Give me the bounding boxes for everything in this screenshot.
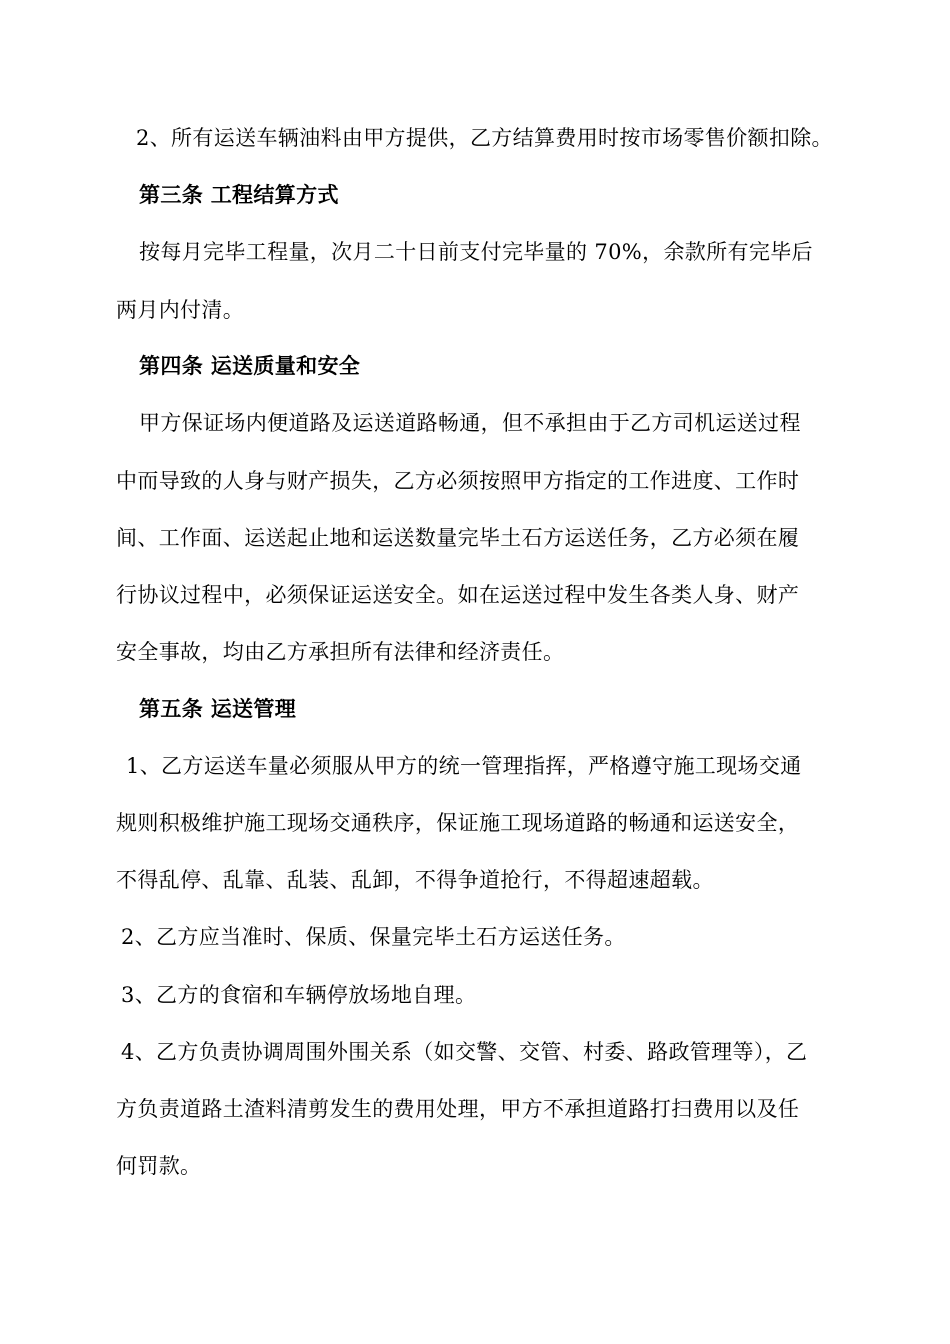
settlement-text-line-1: 按每月完毕工程量，次月二十日前支付完毕量的 70%，余款所有完毕后 <box>139 240 813 264</box>
safety-text-line-3: 间、工作面、运送起止地和运送数量完毕土石方运送任务，乙方必须在履 <box>116 526 800 550</box>
heading-article-4: 第四条 运送质量和安全 <box>139 353 361 378</box>
safety-text-line-4: 行协议过程中，必须保证运送安全。如在运送过程中发生各类人身、财产 <box>116 583 800 607</box>
safety-text-line-1: 甲方保证场内便道路及运送道路畅通，但不承担由于乙方司机运送过程 <box>139 411 801 435</box>
management-item-1-line-2: 规则积极维护施工现场交通秩序，保证施工现场道路的畅通和运送安全， <box>116 811 800 835</box>
management-item-2: 2、乙方应当准时、保质、保量完毕土石方运送任务。 <box>121 925 626 949</box>
management-item-4-line-3: 何罚款。 <box>116 1154 202 1178</box>
settlement-text-line-2: 两月内付清。 <box>116 298 245 322</box>
management-item-3: 3、乙方的食宿和车辆停放场地自理。 <box>121 983 477 1007</box>
management-item-4-line-1: 4、乙方负责协调周围外围关系（如交警、交管、村委、路政管理等），乙 <box>121 1040 808 1064</box>
heading-article-5: 第五条 运送管理 <box>139 696 297 721</box>
safety-text-line-5: 安全事故，均由乙方承担所有法律和经济责任。 <box>116 640 565 664</box>
management-item-1-line-1: 1、乙方运送车量必须服从甲方的统一管理指挥，严格遵守施工现场交通 <box>126 754 802 778</box>
heading-article-3: 第三条 工程结算方式 <box>139 182 339 207</box>
management-item-1-line-3: 不得乱停、乱靠、乱装、乱卸，不得争道抢行，不得超速超载。 <box>116 868 714 892</box>
safety-text-line-2: 中而导致的人身与财产损失，乙方必须按照甲方指定的工作进度、工作时 <box>116 469 800 493</box>
management-item-4-line-2: 方负责道路土渣料清剪发生的费用处理，甲方不承担道路打扫费用以及任 <box>116 1097 800 1121</box>
clause-2-fuel: 2、所有运送车辆油料由甲方提供，乙方结算费用时按市场零售价额扣除。 <box>136 126 833 150</box>
